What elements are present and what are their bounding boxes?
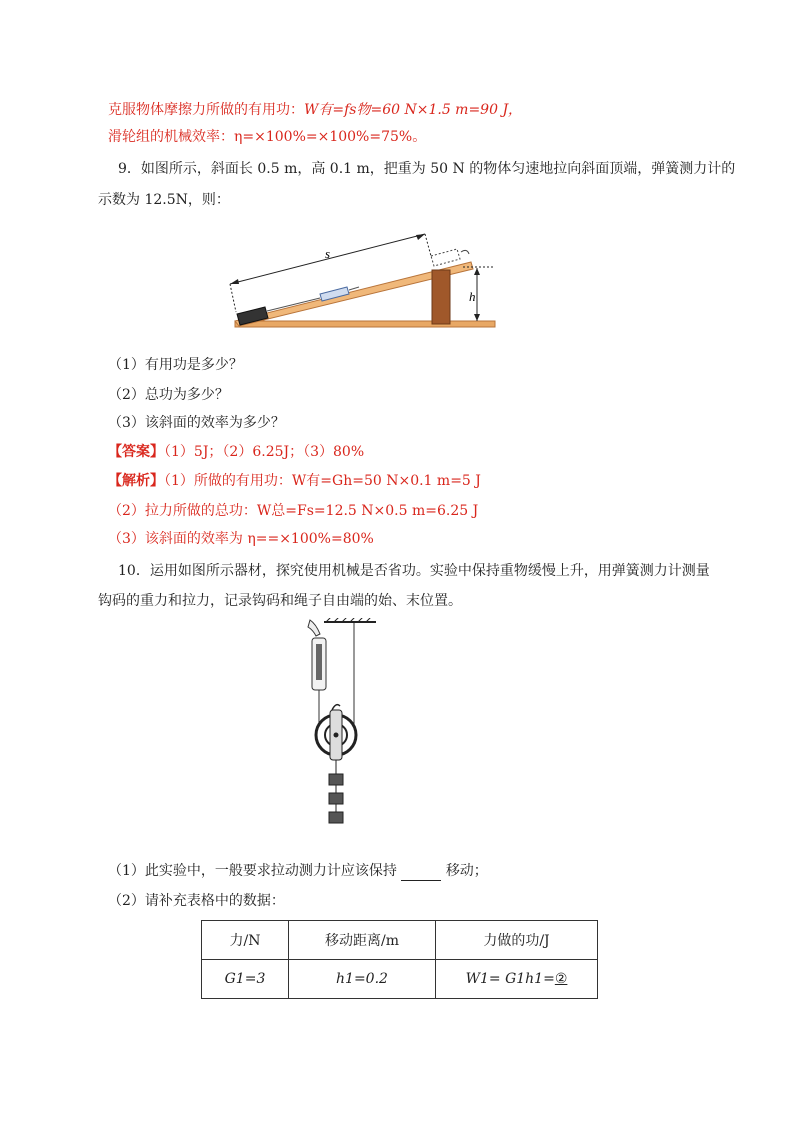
analysis-line3: （3）该斜面的效率为 η==×100%=80% [108, 531, 374, 547]
sub1-text-a: （1）此实验中，一般要求拉动测力计应该保持 [108, 863, 397, 879]
table-cell: h1=0.2 [289, 960, 436, 999]
top-dashed-block [431, 249, 460, 266]
solution-line-efficiency [108, 127, 426, 147]
table-header-cell: 力/N [202, 921, 289, 960]
pulley-axle [334, 733, 339, 738]
q9-sub3: （3）该斜面的效率为多少？ [108, 415, 285, 431]
s-dash-right [425, 234, 431, 256]
formula: W有=fs物=60 N×1.5 m=90 J， [304, 102, 523, 118]
analysis-line2: （2）拉力所做的总功：W总=Fs=12.5 N×0.5 m=6.25 J [108, 503, 479, 519]
wooden-block [432, 270, 450, 324]
fill-blank[interactable]: ② [554, 971, 568, 987]
data-table [201, 920, 598, 999]
base-board [235, 321, 495, 327]
analysis-line1 [108, 471, 481, 491]
q10-stem-line1: 10．运用如图所示器材，探究使用机械是否省功。实验中保持重物缓慢上升，用弹簧测力计测量 [118, 563, 710, 579]
scale-hook [349, 287, 359, 290]
label-h: h [469, 289, 476, 304]
pulley-top-hook [332, 705, 340, 710]
q9-stem-line2: 示数为 12.5N，则： [98, 192, 230, 208]
formula: η=×100%=×100%=75%。 [234, 129, 427, 145]
answer-blank[interactable] [401, 866, 441, 881]
scale-spring [316, 644, 322, 680]
text-prefix: 滑轮组的机械效率： [108, 129, 234, 145]
weight-2 [329, 793, 343, 804]
q10-sub1 [108, 861, 488, 881]
hook-icon [461, 250, 469, 254]
q9-stem-line1: 9．如图所示，斜面长 0.5 m，高 0.1 m，把重为 50 N 的物体匀速地拉向斜面顶端，弹簧测力计的 [118, 161, 736, 177]
text-prefix: 克服物体摩擦力所做的有用功： [108, 102, 304, 118]
answer-text: （1）5J；（2）6.25J；（3）80% [164, 444, 365, 460]
solution-line-useful-work [108, 100, 522, 120]
table-header-cell: 移动距离/m [289, 921, 436, 960]
table-header-row [202, 921, 598, 960]
q10-sub2: （2）请补充表格中的数据： [108, 893, 285, 909]
arrow-head-down [474, 314, 480, 321]
arrow-head-up [474, 268, 480, 275]
label-s: s [325, 246, 331, 261]
analysis-text: （1）所做的有用功：W有=Gh=50 N×0.1 m=5 J [164, 473, 481, 489]
table-cell: G1=3 [202, 960, 289, 999]
table-row [202, 960, 598, 999]
analysis-tag: 【解析】 [108, 473, 164, 489]
weight-3 [329, 812, 343, 823]
sub1-text-b: 移动； [445, 863, 488, 879]
q10-stem-line2: 钩码的重力和拉力，记录钩码和绳子自由端的始、末位置。 [98, 593, 462, 609]
table-header-cell: 力做的功/J [436, 921, 598, 960]
table-cell [436, 960, 598, 999]
cell-text: W1= G1h1= [465, 971, 555, 987]
q9-sub1: （1）有用功是多少？ [108, 357, 243, 373]
s-dash-left [230, 284, 236, 312]
arrow-head-left [230, 279, 239, 284]
incline-figure [225, 222, 500, 334]
answer-line [108, 442, 364, 462]
q9-sub2: （2）总功为多少？ [108, 387, 229, 403]
hand-icon [308, 620, 320, 636]
pulley-figure [296, 618, 381, 830]
arrow-head-right [416, 234, 425, 240]
weight-1 [329, 774, 343, 785]
answer-tag: 【答案】 [108, 444, 164, 460]
